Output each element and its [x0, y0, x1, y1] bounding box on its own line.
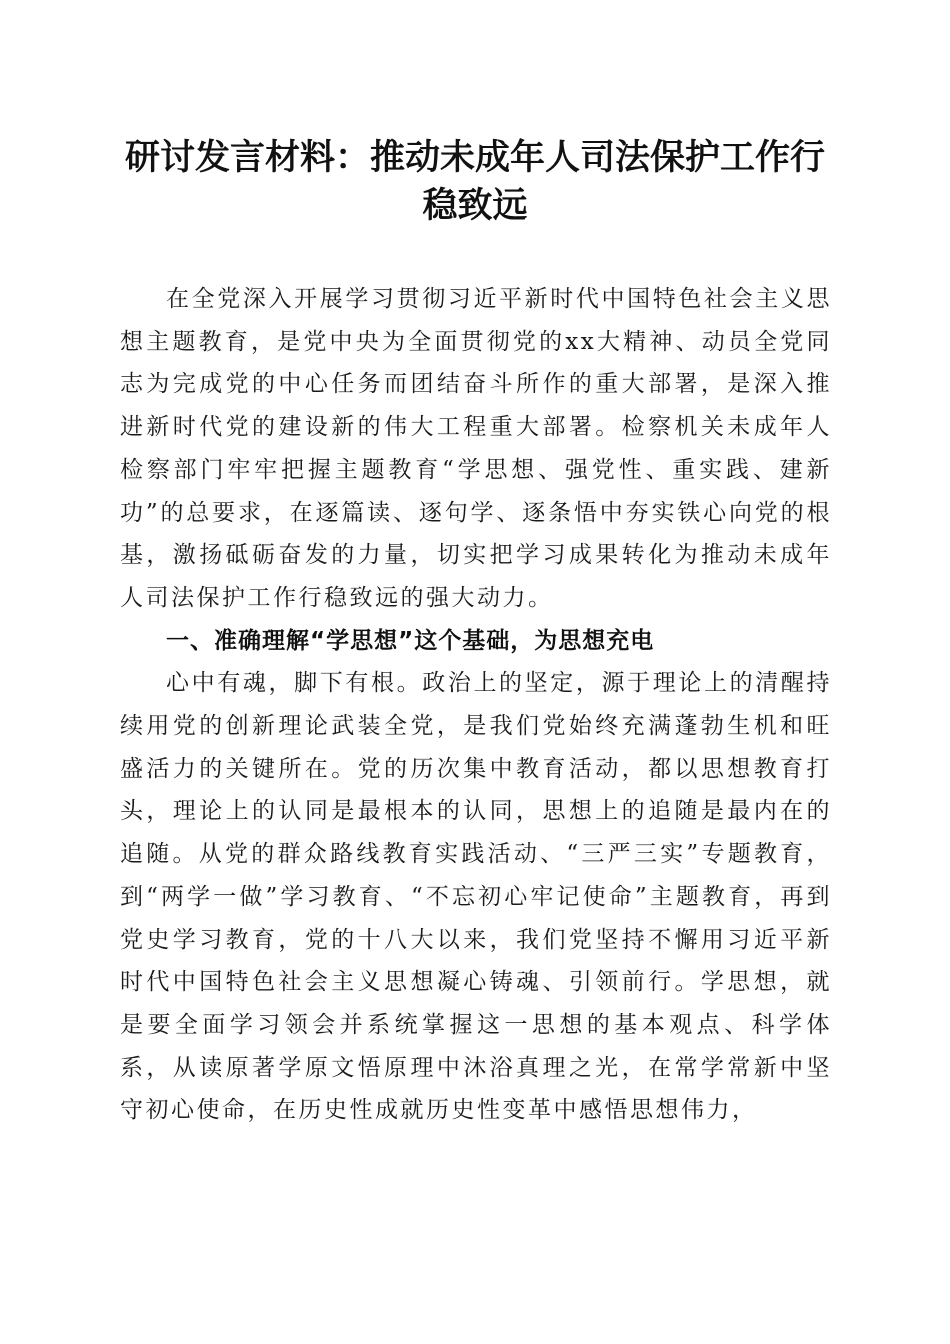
section-1-paragraph: 心中有魂，脚下有根。政治上的坚定，源于理论上的清醒持续用党的创新理论武装全党，是我们党始终充满蓬勃生机和旺盛活力的关键所在。党的历次集中教育活动，都以思想教育打头，理论上的认同是最根本的认同，思想上的追随是最内在的追随。从党的群众路线教育实践活动、“三严三实”专题教育，到“两学一做”学习教育、“不忘初心牢记使命”主题教育，再到党史学习教育，党的十八大以来，我们党坚持不懈用习近平新时代中国特色社会主义思想凝心铸魂、引领前行。学思想，就是要全面学习领会并系统掌握这一思想的基本观点、科学体系，从读原著学原文悟原理中沐浴真理之光，在常学常新中坚守初心使命，在历史性成就历史性变革中感悟思想伟力， [120, 670, 832, 1124]
document-body [120, 278, 832, 1132]
title-line-2: 稳致远 [422, 185, 528, 226]
document-title [100, 134, 850, 230]
title-line-1: 研讨发言材料：推动未成年人司法保护工作行 [124, 137, 825, 178]
section-heading-1: 一、准确理解“学思想”这个基础，为思想充电 [166, 627, 655, 654]
intro-paragraph: 在全党深入开展学习贯彻习近平新时代中国特色社会主义思想主题教育，是党中央为全面贯彻党的xx大精神、动员全党同志为完成党的中心任务而团结奋斗所作的重大部署，是深入推进新时代党的建设新的伟大工程重大部署。检察机关未成年人检察部门牢牢把握主题教育“学思想、强党性、重实践、建新功”的总要求，在逐篇读、逐句学、逐条悟中夯实铁心向党的根基，激扬砥砺奋发的力量，切实把学习成果转化为推动未成年人司法保护工作行稳致远的强大动力。 [120, 286, 832, 611]
